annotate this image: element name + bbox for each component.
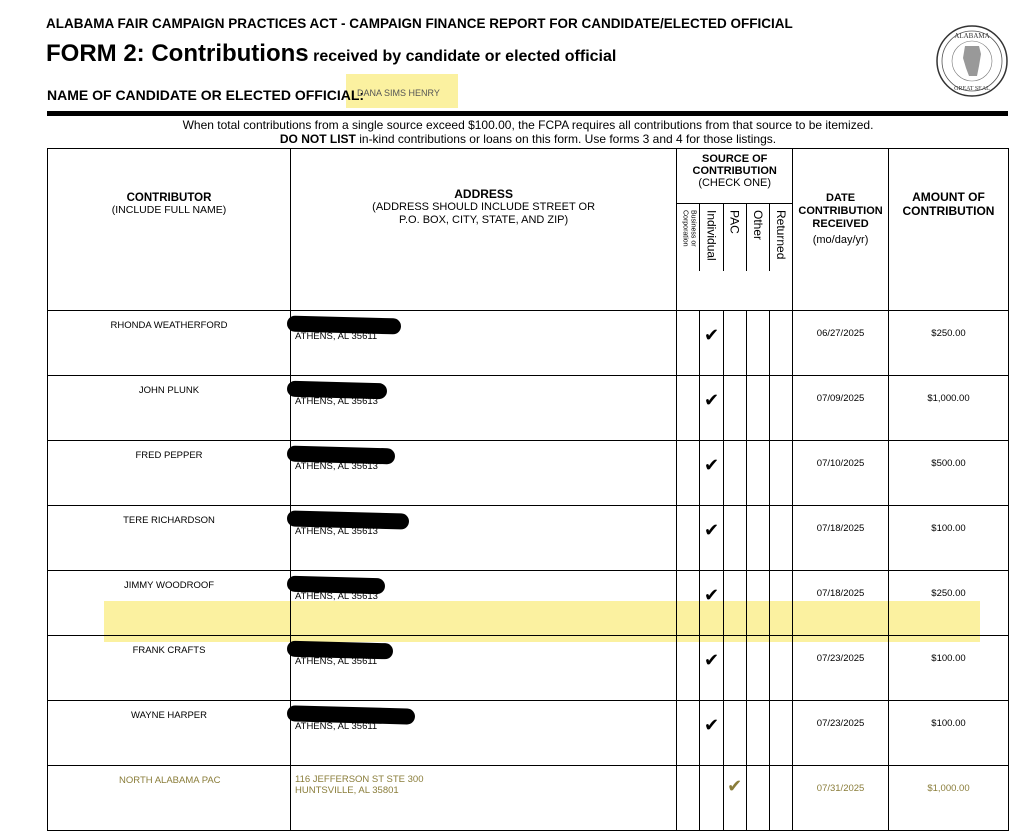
address-header-sub2: P.O. BOX, CITY, STATE, AND ZIP) <box>399 214 569 226</box>
contributor-name: FRED PEPPER <box>48 441 291 506</box>
individual-check-icon: ✔ <box>700 376 723 441</box>
source-header <box>677 149 793 311</box>
contributor-name: NORTH ALABAMA PAC <box>48 766 291 831</box>
contribution-date: 07/31/2025 <box>793 766 889 831</box>
contribution-date: 07/18/2025 <box>793 506 889 571</box>
individual-check-icon: ✔ <box>700 636 723 701</box>
contributor-address: ATHENS, AL 35611 <box>291 701 677 766</box>
form-title-subtitle: received by candidate or elected official <box>313 48 617 65</box>
contribution-date: 06/27/2025 <box>793 311 889 376</box>
table-row <box>48 701 1009 766</box>
contribution-amount: $100.00 <box>888 701 1008 766</box>
table-row <box>48 441 1009 506</box>
contribution-date: 07/10/2025 <box>793 441 889 506</box>
individual-check-icon: ✔ <box>700 571 723 636</box>
contributor-address: ATHENS, AL 35611 <box>291 311 677 376</box>
individual-check-icon: ✔ <box>700 311 723 376</box>
contribution-amount: $1,000.00 <box>888 766 1008 831</box>
contributor-name: TERE RICHARDSON <box>48 506 291 571</box>
contributor-header-sub: (INCLUDE FULL NAME) <box>111 204 227 216</box>
do-not-list-rest: in-kind contributions or loans on this form. Use forms 3 and 4 for those listings. <box>355 132 777 146</box>
seal-top-text: ALABAMA <box>954 32 990 40</box>
do-not-list-note <box>48 132 1008 146</box>
contribution-amount: $1,000.00 <box>888 376 1008 441</box>
form-title <box>46 40 616 68</box>
alabama-great-seal-icon <box>935 24 1009 98</box>
source-header-sub: (CHECK ONE) <box>698 177 772 189</box>
contributions-table <box>47 148 1009 831</box>
contribution-date: 07/23/2025 <box>793 701 889 766</box>
contribution-amount: $100.00 <box>888 506 1008 571</box>
contributor-address: 116 JEFFERSON ST STE 300 HUNTSVILLE, AL 35801 <box>291 766 677 831</box>
contribution-amount: $250.00 <box>888 571 1008 636</box>
source-header-line2: CONTRIBUTION <box>692 165 777 177</box>
contribution-amount: $250.00 <box>888 311 1008 376</box>
contributor-name: JIMMY WOODROOF <box>48 571 291 636</box>
table-row <box>48 376 1009 441</box>
table-row <box>48 506 1009 571</box>
source-header-line1: SOURCE OF <box>701 153 768 165</box>
contributor-address: ATHENS, AL 35613 <box>291 441 677 506</box>
candidate-name-label: NAME OF CANDIDATE OR ELECTED OFFICIAL: <box>47 87 365 103</box>
seal-bottom-text: GREAT SEAL <box>954 86 990 92</box>
itemize-note: When total contributions from a single source exceed $100.00, the FCPA requires all contributions from that source to be itemized. <box>182 118 874 132</box>
contribution-amount: $100.00 <box>888 636 1008 701</box>
contributor-name: RHONDA WEATHERFORD <box>48 311 291 376</box>
table-row <box>48 636 1009 701</box>
pac-check-icon: ✔ <box>723 766 746 831</box>
contribution-date: 07/18/2025 <box>793 571 889 636</box>
address-header-title: ADDRESS <box>454 187 513 201</box>
contributor-name: JOHN PLUNK <box>48 376 291 441</box>
act-title: ALABAMA FAIR CAMPAIGN PRACTICES ACT - CAMPAIGN FINANCE REPORT FOR CANDIDATE/ELECTED OFFICIAL <box>46 16 793 31</box>
contributor-address: ATHENS, AL 35611 <box>291 636 677 701</box>
address-header-sub1: (ADDRESS SHOULD INCLUDE STREET OR <box>372 201 596 213</box>
address-header <box>291 149 677 311</box>
contributor-name: WAYNE HARPER <box>48 701 291 766</box>
contributor-address: ATHENS, AL 35613 <box>291 571 677 636</box>
do-not-list-bold: DO NOT LIST <box>279 132 356 146</box>
individual-check-icon: ✔ <box>700 441 723 506</box>
contribution-date: 07/23/2025 <box>793 636 889 701</box>
contributor-header-title: CONTRIBUTOR <box>126 192 212 204</box>
contributor-header <box>48 149 291 311</box>
src-business-header: Business or Corporation <box>677 204 700 271</box>
table-row <box>48 766 1009 831</box>
date-header: DATE CONTRIBUTION RECEIVED (mo/day/yr) <box>793 149 889 311</box>
contribution-amount: $500.00 <box>888 441 1008 506</box>
src-returned-header: Returned <box>774 210 789 260</box>
contribution-date: 07/09/2025 <box>793 376 889 441</box>
contributor-address: ATHENS, AL 35613 <box>291 376 677 441</box>
form-title-main: FORM 2: Contributions <box>46 40 309 67</box>
contributor-name: FRANK CRAFTS <box>48 636 291 701</box>
individual-check-icon: ✔ <box>700 506 723 571</box>
table-row <box>48 311 1009 376</box>
table-header <box>48 149 1009 311</box>
contributor-address: ATHENS, AL 35613 <box>291 506 677 571</box>
src-other-header: Other <box>747 204 770 271</box>
src-individual-header: Individual <box>700 204 723 271</box>
src-pac-header: PAC <box>724 204 747 271</box>
header-rule <box>47 111 1008 116</box>
amount-header: AMOUNT OF CONTRIBUTION <box>888 149 1008 311</box>
table-row <box>48 571 1009 636</box>
candidate-name-value: DANA SIMS HENRY <box>357 88 440 98</box>
individual-check-icon: ✔ <box>700 701 723 766</box>
